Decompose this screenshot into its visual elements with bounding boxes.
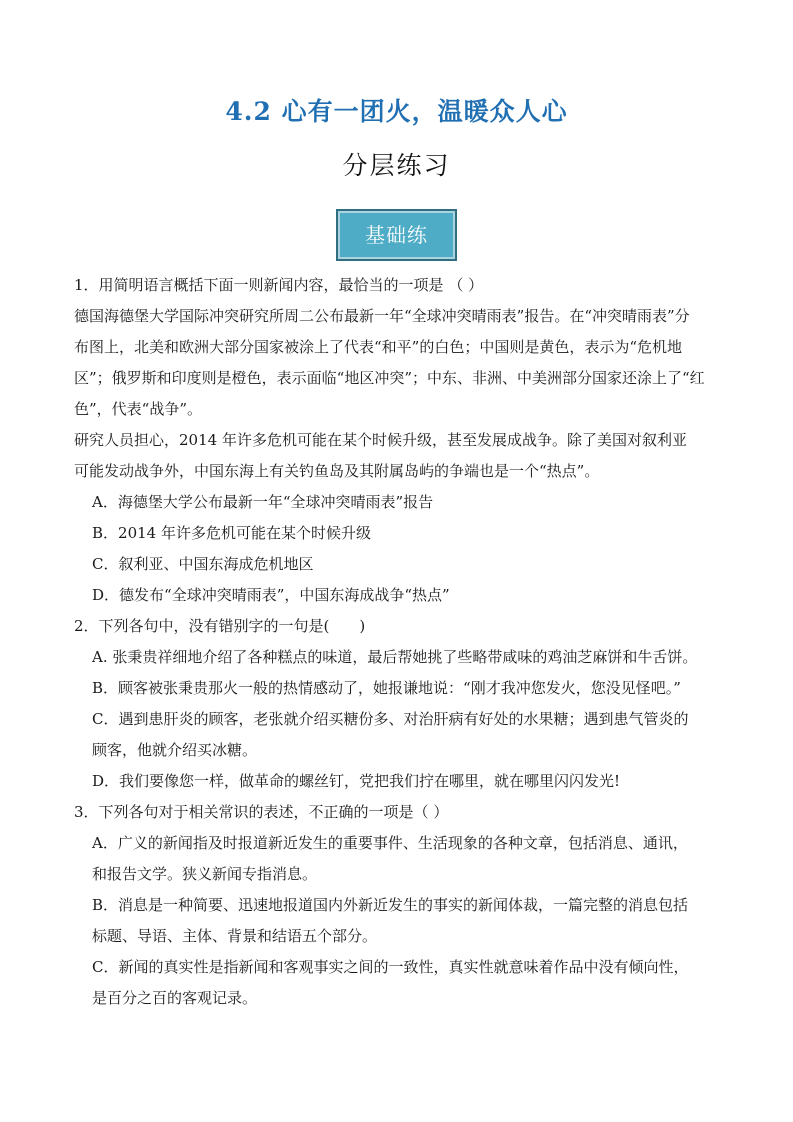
question-content [74,270,724,1014]
text-line: 2．下列各句中，没有错别字的一句是( ) [74,617,366,635]
text-line: 布图上，北美和欧洲大部分国家被涂上了代表“和平”的白色；中国则是黄色，表示为“危机地 [74,338,683,356]
text-line: 德国海德堡大学国际冲突研究所周二公布最新一年“全球冲突晴雨表”报告。在“冲突晴雨表”分 [74,307,690,325]
page-title: 4.2 心有一团火，温暖众人心 [225,97,568,126]
option-line: 顾客，他就介绍买冰糖。 [92,741,258,759]
option-line: 是百分之百的客观记录。 [92,989,258,1007]
text-line: 1．用简明语言概括下面一则新闻内容，最恰当的一项是 （ ） [74,276,484,294]
page-subtitle: 分层练习 [342,151,451,180]
option-line: B．2014 年许多危机可能在某个时候升级 [92,524,371,542]
option-line: 标题、导语、主体、背景和结语五个部分。 [92,927,378,945]
text-line: 可能发动战争外，中国东海上有关钓鱼岛及其附属岛屿的争端也是一个“热点”。 [74,462,600,480]
option-line: C．新闻的真实性是指新闻和客观事实之间的一致性，真实性就意味着作品中没有倾向性， [92,958,689,976]
text-line: 研究人员担心，2014 年许多危机可能在某个时候升级，甚至发展成战争。除了美国对叙利亚 [74,431,687,449]
section-badge: 基础练 [336,209,457,261]
option-line: C．遇到患肝炎的顾客，老张就介绍买糖份多、对治肝病有好处的水果糖；遇到患气管炎的 [92,710,689,728]
option-line: B．顾客被张秉贵那火一般的热情感动了，她报谦地说：“刚才我冲您发火，您没见怪吧。” [92,679,681,697]
option-line: D．我们要像您一样，做革命的螺丝钉，党把我们拧在哪里，就在哪里闪闪发光! [92,772,621,790]
option-line: 和报告文学。狭义新闻专指消息。 [92,865,318,883]
option-line: A. 张秉贵祥细地介绍了各种糕点的味道，最后帮她挑了些略带咸味的鸡油芝麻饼和牛舌饼。 [92,648,698,666]
option-line: B．消息是一种简要、迅速地报道国内外新近发生的事实的新闻体裁，一篇完整的消息包括 [92,896,689,914]
text-line: 区”；俄罗斯和印度则是橙色，表示面临“地区冲突”；中东、非洲、中美洲部分国家还涂上了“红 [74,369,705,387]
option-line: A．广义的新闻指及时报道新近发生的重要事件、生活现象的各种文章，包括消息、通讯， [92,834,688,852]
text-line: 色”，代表“战争”。 [74,400,203,418]
option-line: C．叙利亚、中国东海成危机地区 [92,555,314,573]
option-line: D．德发布“全球冲突晴雨表”，中国东海成战争“热点” [92,586,450,604]
text-line: 3．下列各句对于相关常识的表述，不正确的一项是（ ） [74,803,449,821]
option-line: A．海德堡大学公布最新一年“全球冲突晴雨表”报告 [92,493,434,511]
